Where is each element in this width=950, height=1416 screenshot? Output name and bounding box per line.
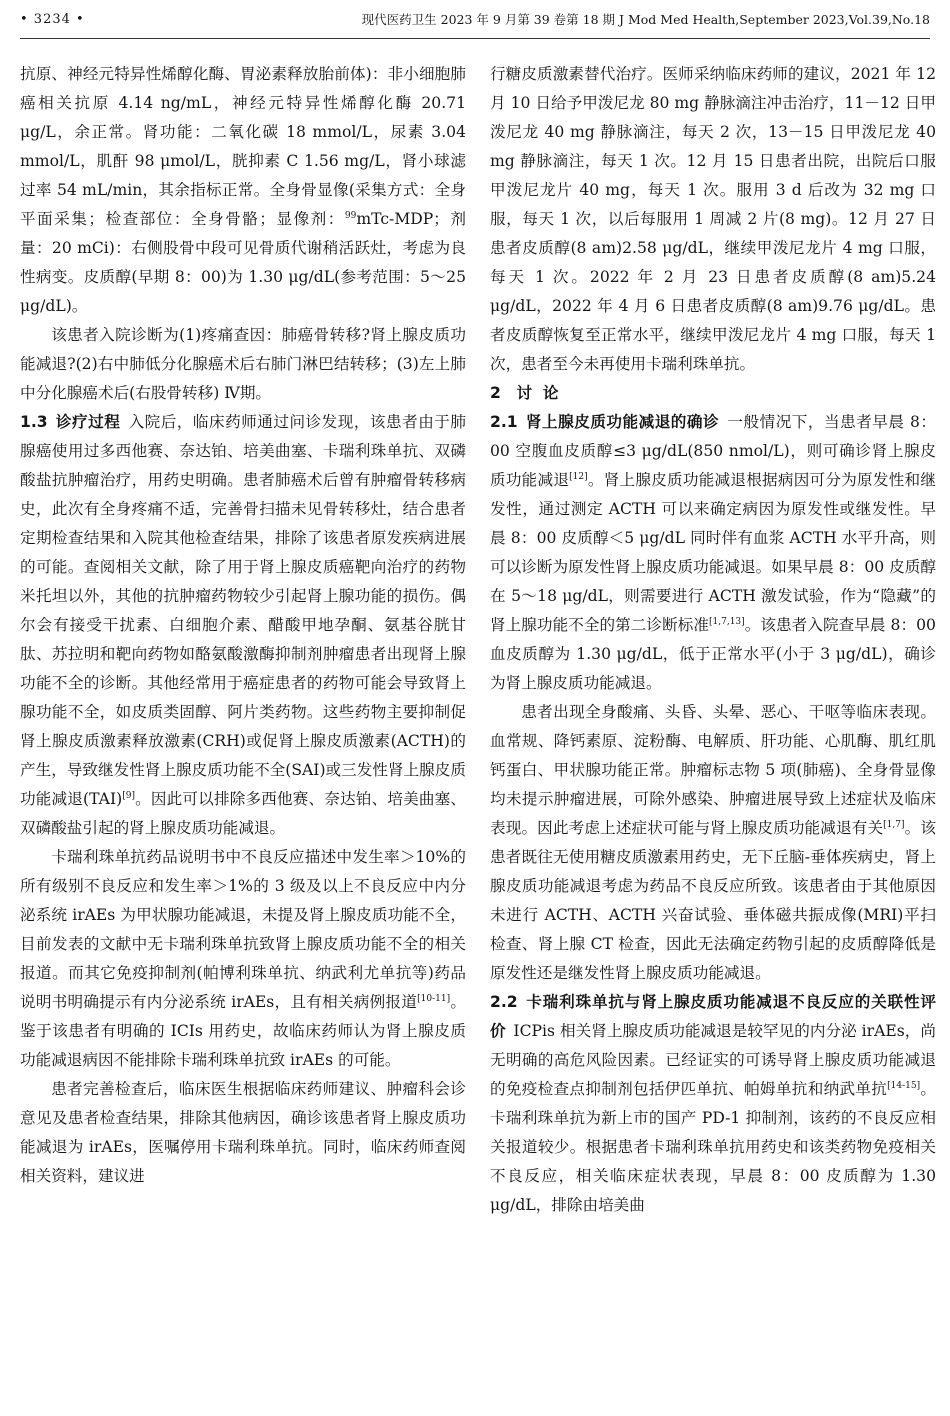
section-2-1: 2.1 肾上腺皮质功能减退的确诊 一般情况下，当患者早晨 8：00 空腹血皮质醇≤3 μg/dL(850 nmol/L)，则可确诊肾上腺皮质功能减退[12]。肾上腺皮质功能减退根据病因可分为原发性和继发性，通过测定 ACTH 可以来确定病因为原发性或继发性。早晨 8：00 皮质醇＜5 μg/dL 同时伴有血浆 ACTH 水平升高，则可以诊断为原发性肾上腺皮质功能减退。如果早晨 8：00 皮质醇在 5～18 μg/dL，则需要进行 ACTH 激发试验，作为“隐藏”的肾上腺功能不全的第二诊断标准[1,7,13]。该患者入院查早晨 8：00 血皮质醇为 1.30 μg/dL，低于正常水平(小于 3 μg/dL)，确诊为肾上腺皮质功能减退。	[490, 413, 936, 692]
paragraph-symptoms: 患者出现全身酸痛、头昏、头晕、恶心、干呕等临床表现。血常规、降钙素原、淀粉酶、电解质、肝功能、心肌酶、肌红肌钙蛋白、甲状腺功能正常。肿瘤标志物 5 项(肺癌)、全身骨显像均未提示肿瘤进展，可除外感染、肿瘤进展导致上述症状及临床表现。因此考虑上述症状可能与肾上腺皮质功能减退有关[1,7]。该患者既往无使用糖皮质激素用药史，无下丘脑-垂体疾病史，肾上腺皮质功能减退考虑为药品不良反应所致。该患者由于其他原因未进行 ACTH、ACTH 兴奋试验、垂体磁共振成像(MRI)平扫检查、肾上腺 CT 检查，因此无法确定药物引起的皮质醇降低是原发性还是继发性肾上腺皮质功能减退。	[490, 703, 936, 982]
section-2-heading	[490, 379, 936, 408]
citation[interactable]: [14-15]	[887, 1081, 921, 1091]
citation[interactable]: [1,7,13]	[709, 617, 745, 627]
section-number: 2	[490, 384, 501, 402]
section-1-3: 1.3 诊疗过程 入院后，临床药师通过问诊发现，该患者由于肺腺癌使用过多西他赛、奈达铂、培美曲塞、卡瑞利珠单抗、双磷酸盐抗肿瘤治疗，用药史明确。患者肺癌术后曾有肿瘤骨转移病史，此次有全身疼痛不适，完善骨扫描未见骨转移灶，结合患者定期检查结果和入院其他检查结果，排除了该患者原发疾病进展的可能。查阅相关文献，除了用于肾上腺皮质癌靶向治疗的药物米托坦以外，其他的抗肿瘤药物较少引起肾上腺功能的损伤。偶尔会有接受干扰素、白细胞介素、醋酸甲地孕酮、氨基谷胱甘肽、苏拉明和靶向药物如酪氨酸激酶抑制剂肿瘤患者出现肾上腺功能不全的诊断。其他经常用于癌症患者的药物可能会导致肾上腺功能不全，如皮质类固醇、阿片类药物。这些药物主要抑制促肾上腺皮质激素释放激素(CRH)或促肾上腺皮质激素(ACTH)的产生，导致继发性肾上腺皮质功能不全(SAI)或三发性肾上腺皮质功能减退(TAI)[9]。因此可以排除多西他赛、奈达铂、培美曲塞、双磷酸盐引起的肾上腺皮质功能减退。	[20, 413, 466, 837]
right-column	[490, 60, 936, 1220]
paragraph-lab-results: 抗原、神经元特异性烯醇化酶、胃泌素释放胎前体)：非小细胞肺癌相关抗原 4.14 ng/mL，神经元特异性烯醇化酶 20.71 μg/L，余正常。肾功能：二氧化碳 18 mmol/L，尿素 3.04 mmol/L，肌酐 98 μmol/L，胱抑素 C 1.56 mg/L，肾小球滤过率 54 mL/min，其余指标正常。全身骨显像(采集方式：全身平面采集；检查部位：全身骨骼；显像剂：$^{99}$mTc-MDP；剂量：20 mCi)：右侧股骨中段可见骨质代谢稍活跃灶，考虑为良性病变。皮质醇(早期 8：00)为 1.30 μg/dL(参考范围：5～25 μg/dL)。	[20, 65, 466, 315]
section-number: 2.1	[490, 413, 518, 431]
section-number: 2.2	[490, 993, 518, 1011]
citation[interactable]: [1,7]	[883, 820, 905, 830]
paragraph-camrelizumab: 卡瑞利珠单抗药品说明书中不良反应描述中发生率＞10%的所有级别不良反应和发生率＞1%的 3 级及以上不良反应中内分泌系统 irAEs 为甲状腺功能减退，未提及肾上腺皮质功能不全，目前发表的文献中无卡瑞利珠单抗致肾上腺皮质功能不全的相关报道。而其它免疫抑制剂(帕博利珠单抗、纳武利尤单抗等)药品说明书明确提示有内分泌系统 irAEs，且有相关病例报道[10-11]。鉴于该患者有明确的 ICIs 用药史，故临床药师认为肾上腺皮质功能减退病因不能排除卡瑞利珠单抗致 irAEs 的可能。	[20, 848, 466, 1069]
page-number: • 3234 •	[20, 11, 85, 27]
citation[interactable]: [9]	[122, 791, 135, 801]
citation[interactable]: [10-11]	[417, 994, 451, 1004]
left-column	[20, 60, 466, 1191]
running-header	[20, 0, 930, 39]
paragraph-diagnosis: 该患者入院诊断为(1)疼痛查因：肺癌骨转移?肾上腺皮质功能减退?(2)右中肺低分化腺癌术后右肺门淋巴结转移；(3)左上肺中分化腺癌术后(右股骨转移) Ⅳ期。	[20, 326, 466, 402]
section-title: 讨 论	[516, 384, 559, 402]
section-title: 肾上腺皮质功能减退的确诊	[525, 413, 720, 431]
superscript-isotope: 99	[344, 211, 357, 221]
paragraph-treatment: 行糖皮质激素替代治疗。医师采纳临床药师的建议，2021 年 12 月 10 日给予甲泼尼龙 80 mg 静脉滴注冲击治疗，11－12 日甲泼尼龙 40 mg 静脉滴注，每天 2 次，13－15 日甲泼尼龙 40 mg 静脉滴注，每天 1 次。12 月 15 日患者出院，出院后口服甲泼尼龙片 40 mg，每天 1 次。服用 3 d 后改为 32 mg 口服，每天 1 次，以后每服用 1 周减 2 片(8 mg)。12 月 27 日患者皮质醇(8 am)2.58 μg/dL，继续甲泼尼龙片 4 mg 口服，每天 1 次。2022 年 2 月 23 日患者皮质醇(8 am)5.24 μg/dL，2022 年 4 月 6 日患者皮质醇(8 am)9.76 μg/dL。患者皮质醇恢复至正常水平，继续甲泼尼龙片 4 mg 口服，每天 1 次，患者至今未再使用卡瑞利珠单抗。	[490, 65, 936, 373]
paragraph-confirmation: 患者完善检查后，临床医生根据临床药师建议、肿瘤科会诊意见及患者检查结果，排除其他病因，确诊该患者肾上腺皮质功能减退为 irAEs，医嘱停用卡瑞利珠单抗。同时，临床药师查阅相关资料，建议进	[20, 1080, 466, 1185]
journal-citation: 现代医药卫生 2023 年 9 月第 39 卷第 18 期 J Mod Med Health,September 2023,Vol.39,No.18	[361, 12, 930, 27]
section-title: 诊疗过程	[55, 413, 121, 431]
section-2-2: 2.2 卡瑞利珠单抗与肾上腺皮质功能减退不良反应的关联性评价 ICPis 相关肾上腺皮质功能减退是较罕见的内分泌 irAEs，尚无明确的高危风险因素。已经证实的可诱导肾上腺皮质功能减退的免疫检查点抑制剂包括伊匹单抗、帕姆单抗和纳武单抗[14-15]。卡瑞利珠单抗为新上市的国产 PD-1 抑制剂，该药的不良反应相关报道较少。根据患者卡瑞利珠单抗用药史和该类药物免疫相关不良反应，相关临床症状表现，早晨 8：00 皮质醇为 1.30 μg/dL，排除由培美曲	[490, 993, 936, 1214]
citation[interactable]: [12]	[569, 472, 588, 482]
section-title: 卡瑞利珠单抗与肾上腺皮质功能减退不良反应的关联性评价	[490, 993, 936, 1040]
section-number: 1.3	[20, 413, 48, 431]
